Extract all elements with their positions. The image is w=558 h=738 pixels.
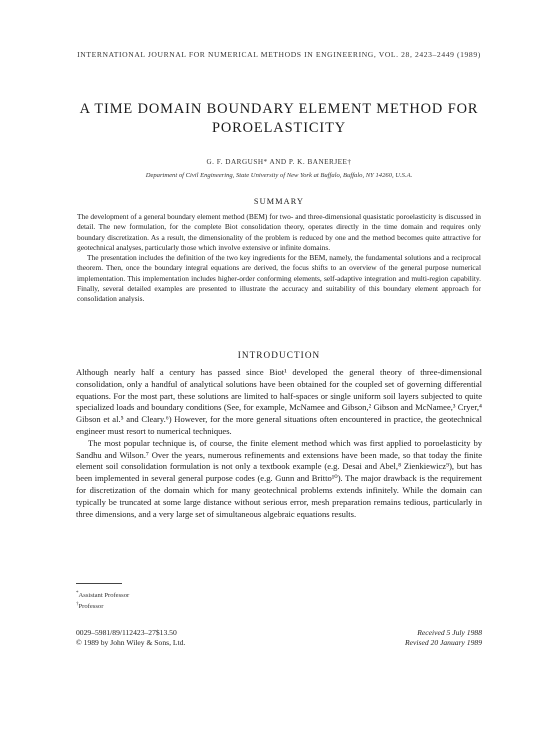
introduction-text	[76, 367, 482, 520]
copyright-line: © 1989 by John Wiley & Sons, Ltd.	[76, 638, 186, 648]
summary-text	[77, 212, 481, 305]
body-paragraph: The most popular technique is, of course, the finite element method which was first applied to poroelasticity by Sandhu and Wilson.⁷ Over the years, numerous refinements and extensions have been made, so that today the finite element soil consolidation formulation is not only a textbook example (e.g. Desai and Abel,⁸ Zienkiewicz⁹), but has been implemented in several general purpose codes (e.g. Gunn and Britto¹⁰). The major drawback is the requirement for discretization of the domain which for many geotechnical problems extends infinitely. While the domain can typically be truncated at some large distance without serious error, mesh preparation remains tedious, particularly in three dimensions, and a very large set of simultaneous algebraic equations results.	[76, 437, 482, 519]
body-paragraph: Although nearly half a century has passed since Biot¹ developed the general theory of three-dimensional consolidation, only a handful of analytical solutions have been obtained for the coupled set of governing differential equations. For the most part, these solutions are limited to half-spaces or single uniform soil layers subjected to quite specialized loads and boundary conditions (See, for example, McNamee and Gibson,² Gibson and McNamee,³ Cryer,⁴ Gibson et al.⁵ and Cleary.⁶) However, for the more general situations often encountered in practice, the geotechnical engineer must resort to numerical techniques.	[76, 367, 482, 436]
summary-paragraph: The presentation includes the definition of the two key ingredients for the BEM, namely, the fundamental solutions and a reciprocal theorem. Then, once the boundary integral equations are derived, the focus shifts to an overview of the general purpose numerical implementation. This implementation includes higher-order conforming elements, self-adaptive integration and multi-region capability. Finally, several detailed examples are presented to illustrate the accuracy and suitability of this boundary element approach for consolidation analysis.	[77, 253, 481, 304]
title-line: A TIME DOMAIN BOUNDARY ELEMENT METHOD FOR	[79, 101, 479, 117]
footnote	[76, 601, 276, 612]
received-date: Received 5 July 1988	[417, 628, 482, 637]
copyright-block	[76, 628, 276, 649]
introduction-heading: INTRODUCTION	[237, 350, 321, 360]
footnote-rule	[76, 583, 122, 584]
affiliation: Department of Civil Engineering, State University of New York at Buffalo, Buffalo, NY 14260, U.S.A.	[145, 172, 413, 179]
footnotes	[76, 590, 276, 612]
author-list: G. F. DARGUSH* AND P. K. BANERJEE†	[206, 158, 352, 166]
received-block	[300, 628, 482, 649]
footnote-mark: †	[76, 601, 79, 607]
footnote-text: Professor	[78, 602, 104, 610]
footnote-mark: *	[76, 591, 79, 596]
paper-title	[40, 100, 518, 138]
footnote-text: Assistant Professor	[78, 592, 130, 600]
issn-line: 0029–5981/89/112423–27$13.50	[76, 628, 177, 637]
journal-header: INTERNATIONAL JOURNAL FOR NUMERICAL METHODS IN ENGINEERING, VOL. 28, 2423–2449 (1989)	[77, 50, 481, 59]
revised-date: Revised 20 January 1989	[405, 638, 482, 648]
summary-heading: SUMMARY	[253, 197, 305, 206]
footnote	[76, 590, 276, 601]
summary-paragraph: The development of a general boundary element method (BEM) for two- and three-dimensional quasistatic poroelasticity is discussed in detail. The new formulation, for the complete Biot consolidation theory, operates directly in the time domain and requires only boundary discretization. As a result, the dimensionality of the problem is reduced by one and the method becomes quite attractive for geotechnical analyses, particularly those which involve extensive or infinite domains.	[77, 212, 481, 252]
title-line: POROELASTICITY	[211, 120, 347, 136]
